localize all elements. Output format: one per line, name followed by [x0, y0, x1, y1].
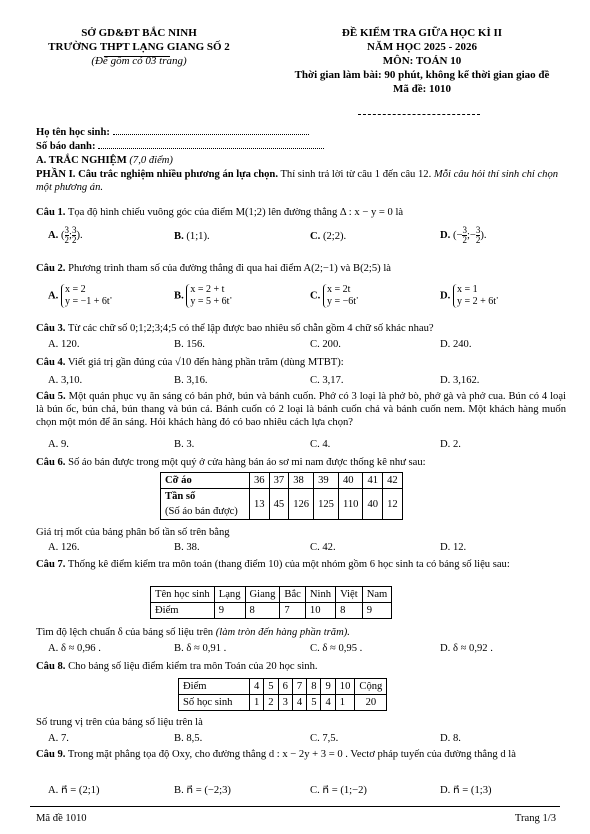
- q5-option-d[interactable]: D. 2.: [440, 439, 461, 450]
- q7-prompt: Tìm độ lệch chuẩn δ của bảng số liệu trên (làm tròn đến hàng phần trăm).: [36, 627, 350, 638]
- q2-option-d[interactable]: D. x = 1 y = 2 + 6t.: [440, 284, 499, 307]
- q1-option-c[interactable]: C. (2;2).: [310, 231, 347, 242]
- school-name: TRƯỜNG THPT LẠNG GIANG SỐ 2: [48, 41, 230, 53]
- header-left: [14, 26, 264, 68]
- q8-table: [178, 678, 387, 711]
- footer-rule: [30, 806, 560, 807]
- question-9-options: [48, 784, 568, 798]
- question-9: Câu 9. Trong mặt phẳng tọa độ Oxy, cho đường thẳng d : x − 2y + 3 = 0 . Vectơ pháp tuyến của đường thẳng d là: [36, 749, 516, 760]
- q6-option-d[interactable]: D. 12.: [440, 542, 467, 553]
- q9-option-a[interactable]: A. n⃗ = (2;1): [48, 785, 100, 796]
- student-name-field[interactable]: [113, 134, 309, 135]
- q6-table: Cỡ áo 36 37 38 39 40 41 42 Tần số 13 45 126 125 110 40 12 (Số áo bán được): [160, 472, 403, 520]
- question-4-options: [48, 374, 568, 388]
- q7-row-scores: Điểm 9 8 7 10 8 9: [151, 603, 392, 619]
- exam-code: Mã đề: 1010: [392, 83, 452, 95]
- student-id-label: Số báo danh:: [36, 141, 96, 152]
- question-7-options: [48, 642, 568, 656]
- subject: MÔN: TOÁN 10: [382, 55, 462, 67]
- question-2-options: [48, 284, 568, 312]
- q5-option-b[interactable]: B. 3.: [174, 439, 195, 450]
- q3-option-c[interactable]: C. 200.: [310, 339, 341, 350]
- question-8: Câu 8. Cho bảng số liệu điểm kiểm tra môn Toán của 20 học sinh.: [36, 661, 318, 672]
- question-5: Câu 5. Một quán phục vụ ăn sáng có bán phở, bún và bánh cuốn. Phở có 3 loại là phở bò, phở gà và phở cua. Bún có 4 loại là bún ốc, bún chả, bún thang và bún cá. Bánh cuốn có 2 loại là bánh cuốn chả và bánh cuốn nem. Một khách hàng muốn chọn một món để ăn sáng. Hỏi khách hàng đó có bao nhiêu cách lựa chọn?: [36, 391, 566, 429]
- question-2: Câu 2. Phương trình tham số của đường thẳng đi qua hai điểm A(2;−1) và B(2;5) là: [36, 263, 391, 274]
- q4-option-d[interactable]: D. 3,162.: [440, 375, 480, 386]
- question-6: Câu 6. Số áo bán được trong một quý ở cửa hàng bán áo sơ mi nam được thống kê như sau:: [36, 457, 426, 468]
- part1-instructions: PHẦN I. Câu trắc nghiệm nhiều phương án lựa chọn. Thí sinh trả lời từ câu 1 đến câu 12. Mỗi câu hỏi thí sinh chỉ chọn một phương án.: [36, 169, 559, 194]
- question-8-options: [48, 732, 568, 746]
- time-allowed: Thời gian làm bài: 90 phút, không kể thời gian giao đề: [294, 69, 550, 81]
- question-7: Câu 7. Thống kê điểm kiểm tra môn toán (thang điểm 10) của một nhóm gồm 6 học sinh ta có bảng số liệu sau:: [36, 559, 510, 570]
- q2-option-b[interactable]: B. x = 2 + t y = 5 + 6t.: [174, 284, 233, 307]
- header-right: [262, 26, 582, 96]
- q3-option-b[interactable]: B. 156.: [174, 339, 205, 350]
- question-1-options: [48, 226, 568, 250]
- footer-page-number: Trang 1/3: [514, 813, 556, 824]
- question-4: Câu 4. Viết giá trị gần đúng của √10 đến hàng phần trăm (dùng MTBT):: [36, 357, 344, 368]
- q2-option-c[interactable]: C. x = 2t y = −6t.: [310, 284, 359, 307]
- q6-option-b[interactable]: B. 38.: [174, 542, 200, 553]
- q7-option-a[interactable]: A. δ ≈ 0,96 .: [48, 643, 101, 654]
- q4-option-a[interactable]: A. 3,10.: [48, 375, 83, 386]
- q6-prompt: Giá trị mốt của bảng phân bố tần số trên bằng: [36, 527, 230, 538]
- student-name-row: [36, 126, 309, 139]
- q8-option-a[interactable]: A. 7.: [48, 733, 69, 744]
- exam-title: ĐỀ KIỂM TRA GIỮA HỌC KÌ II: [341, 27, 503, 39]
- student-name-label: Họ tên học sinh:: [36, 127, 110, 138]
- q6-option-a[interactable]: A. 126.: [48, 542, 80, 553]
- header-right-rule: [358, 114, 480, 115]
- question-5-options: [48, 438, 568, 452]
- q1-option-d[interactable]: D. (− $\frac{3}{2}$ ;− $\frac{3}{2}$ ).: [440, 225, 487, 245]
- page-count-note: (Đề gồm có 03 trang): [91, 55, 187, 67]
- question-1: Câu 1. Tọa độ hình chiếu vuông góc của điểm M(1;2) lên đường thẳng Δ : x − y = 0 là: [36, 207, 404, 218]
- q1-option-a[interactable]: A. ( $\frac{3}{2}$ ; $\frac{3}{2}$ ).: [48, 225, 83, 245]
- q3-option-d[interactable]: D. 240.: [440, 339, 472, 350]
- q7-row-names: Tên học sinh Lạng Giang Bắc Ninh Việt Nam: [151, 587, 392, 603]
- q7-table: [150, 586, 392, 619]
- q6-option-c[interactable]: C. 42.: [310, 542, 336, 553]
- student-id-field[interactable]: [98, 148, 324, 149]
- q8-option-d[interactable]: D. 8.: [440, 733, 461, 744]
- q7-option-b[interactable]: B. δ ≈ 0,91 .: [174, 643, 227, 654]
- q9-option-c[interactable]: C. n⃗ = (1;−2): [310, 785, 367, 796]
- q5-option-a[interactable]: A. 9.: [48, 439, 69, 450]
- q4-option-c[interactable]: C. 3,17.: [310, 375, 344, 386]
- footer-exam-code: Mã đề 1010: [36, 813, 87, 824]
- school-year: NĂM HỌC 2025 - 2026: [367, 41, 477, 53]
- q3-option-a[interactable]: A. 120.: [48, 339, 80, 350]
- q2-option-a[interactable]: A. x = 2 y = −1 + 6t.: [48, 284, 113, 307]
- q1-option-b[interactable]: B. (1;1).: [174, 231, 210, 242]
- question-3: Câu 3. Từ các chữ số 0;1;2;3;4;5 có thể lập được bao nhiêu số chẵn gồm 4 chữ số khác nhau?: [36, 323, 434, 334]
- q8-option-b[interactable]: B. 8,5.: [174, 733, 203, 744]
- student-id-row: [36, 140, 324, 153]
- q8-row-counts: Số học sinh 1 2 3 4 5 4 1 20: [179, 695, 387, 711]
- header-left-rule: [104, 56, 170, 57]
- q4-option-b[interactable]: B. 3,16.: [174, 375, 208, 386]
- section-a-heading: A. TRẮC NGHIỆM (7,0 điểm): [36, 155, 173, 166]
- question-3-options: [48, 338, 568, 352]
- question-6-options: [48, 541, 568, 555]
- q6-row-frequency: Tần số 13 45 126 125 110 40 12: [161, 489, 403, 505]
- q7-option-c[interactable]: C. δ ≈ 0,95 .: [310, 643, 363, 654]
- department-name: SỞ GD&ĐT BẮC NINH: [81, 27, 197, 39]
- q8-row-scores: Điểm 4 5 6 7 8 9 10 Cộng: [179, 679, 387, 695]
- q9-option-d[interactable]: D. n⃗ = (1;3): [440, 785, 492, 796]
- q8-prompt: Số trung vị trên của bảng số liệu trên là: [36, 717, 203, 728]
- q7-option-d[interactable]: D. δ ≈ 0,92 .: [440, 643, 493, 654]
- q9-option-b[interactable]: B. n⃗ = (−2;3): [174, 785, 231, 796]
- q5-option-c[interactable]: C. 4.: [310, 439, 331, 450]
- q8-option-c[interactable]: C. 7,5.: [310, 733, 339, 744]
- q6-row-size: Cỡ áo 36 37 38 39 40 41 42: [161, 473, 403, 489]
